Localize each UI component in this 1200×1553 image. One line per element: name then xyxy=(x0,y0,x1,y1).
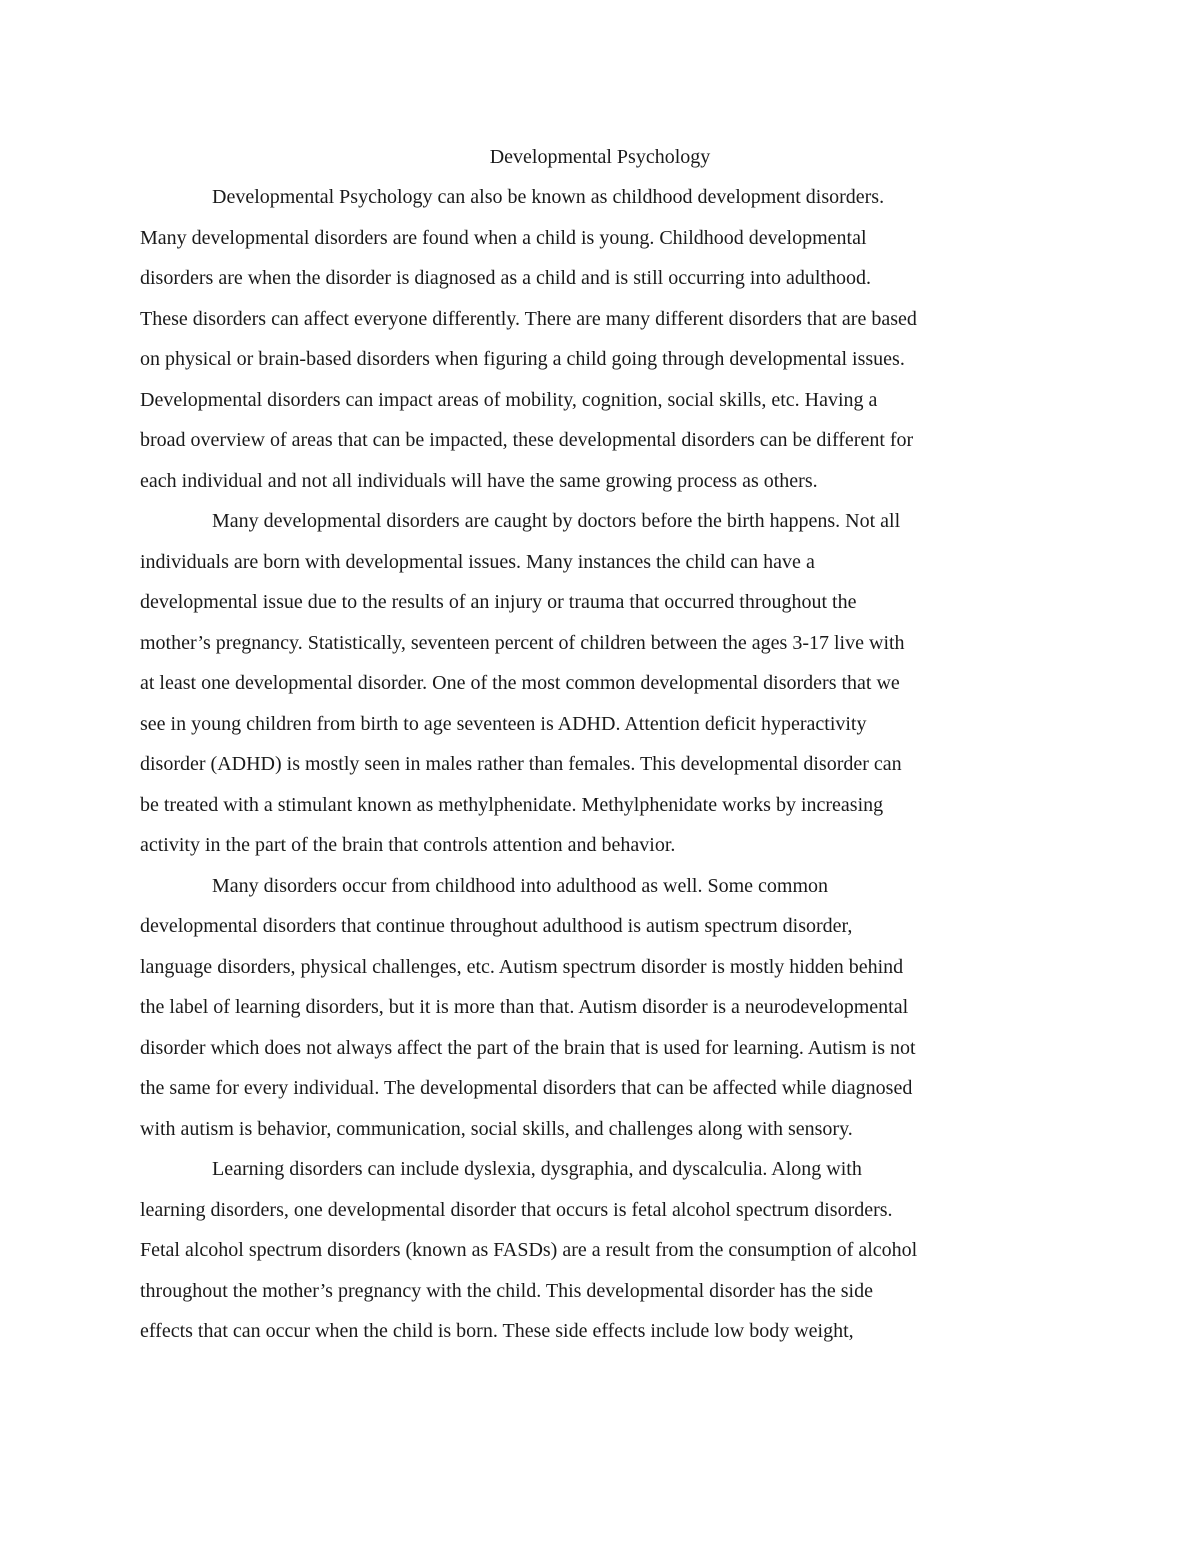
text-line: language disorders, physical challenges, etc. Autism spectrum disorder is mostly hidden behind xyxy=(140,956,904,978)
text-line: at least one developmental disorder. One of the most common developmental disorders that we xyxy=(140,672,900,694)
text-line: see in young children from birth to age seventeen is ADHD. Attention deficit hyperactivity xyxy=(140,713,867,735)
text-line: Many developmental disorders are caught by doctors before the birth happens. Not all xyxy=(212,510,901,532)
text-line: disorders are when the disorder is diagnosed as a child and is still occurring into adulthood. xyxy=(140,267,871,289)
text-line: developmental disorders that continue throughout adulthood is autism spectrum disorder, xyxy=(140,915,853,937)
text-line: on physical or brain-based disorders when figuring a child going through developmental issues. xyxy=(140,348,905,370)
text-line: with autism is behavior, communication, social skills, and challenges along with sensory. xyxy=(140,1118,853,1140)
text-line: mother’s pregnancy. Statistically, seventeen percent of children between the ages 3-17 live with xyxy=(140,632,905,654)
text-line: activity in the part of the brain that controls attention and behavior. xyxy=(140,834,676,856)
text-line: the label of learning disorders, but it is more than that. Autism disorder is a neurodevelopmental xyxy=(140,996,909,1018)
text-line: Fetal alcohol spectrum disorders (known as FASDs) are a result from the consumption of alcohol xyxy=(140,1239,918,1261)
text-line: the same for every individual. The developmental disorders that can be affected while diagnosed xyxy=(140,1077,913,1099)
text-line: disorder which does not always affect the part of the brain that is used for learning. Autism is not xyxy=(140,1037,916,1059)
text-line: individuals are born with developmental issues. Many instances the child can have a xyxy=(140,551,815,573)
text-line: each individual and not all individuals will have the same growing process as others. xyxy=(140,470,818,492)
text-line: disorder (ADHD) is mostly seen in males rather than females. This developmental disorder can xyxy=(140,753,902,775)
text-line: Learning disorders can include dyslexia, dysgraphia, and dyscalculia. Along with xyxy=(212,1158,862,1180)
text-line: learning disorders, one developmental disorder that occurs is fetal alcohol spectrum disorders. xyxy=(140,1199,893,1221)
text-line: Developmental Psychology can also be known as childhood development disorders. xyxy=(212,186,885,208)
text-line: broad overview of areas that can be impacted, these developmental disorders can be different for xyxy=(140,429,914,451)
text-line: Many developmental disorders are found when a child is young. Childhood developmental xyxy=(140,227,867,249)
text-line: effects that can occur when the child is born. These side effects include low body weight, xyxy=(140,1320,854,1342)
document-title: Developmental Psychology xyxy=(489,146,711,168)
text-line: be treated with a stimulant known as methylphenidate. Methylphenidate works by increasing xyxy=(140,794,884,816)
text-line: throughout the mother’s pregnancy with the child. This developmental disorder has the side xyxy=(140,1280,873,1302)
text-line: Many disorders occur from childhood into adulthood as well. Some common xyxy=(212,875,829,897)
text-line: These disorders can affect everyone differently. There are many different disorders that are based xyxy=(140,308,917,330)
text-line: developmental issue due to the results of an injury or trauma that occurred throughout the xyxy=(140,591,857,613)
text-line: Developmental disorders can impact areas of mobility, cognition, social skills, etc. Having a xyxy=(140,389,878,411)
